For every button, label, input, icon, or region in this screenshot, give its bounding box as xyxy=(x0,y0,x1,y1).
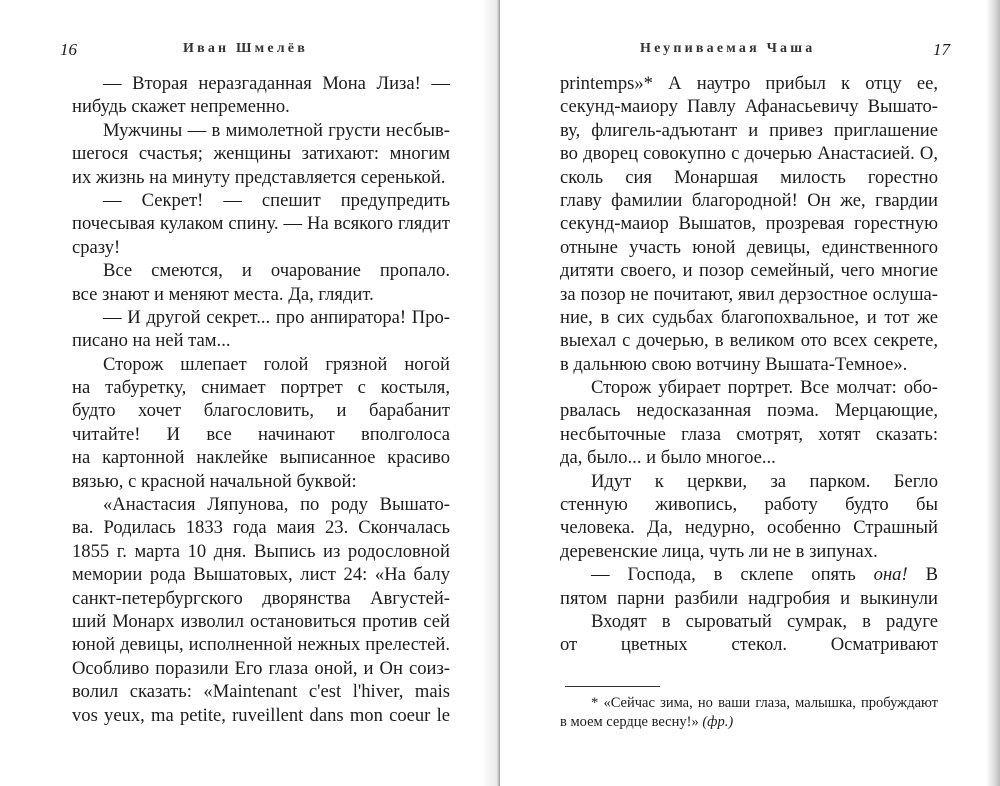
right-page xyxy=(500,0,1000,786)
page-number-left: 16 xyxy=(60,40,77,59)
line-text: ву, флигель-адъютант и привез приглашение xyxy=(560,119,938,141)
line-text: все знают и меняют места. Да, глядит. xyxy=(72,283,374,305)
text-line xyxy=(560,587,938,610)
line-text: юной девицы, исполненной нежных прелестей. xyxy=(72,634,450,656)
line-text: мемории рода Вышатовых, лист 24: «На балу xyxy=(72,564,450,586)
italic-text: она! xyxy=(873,564,908,586)
line-text: секунд-маиору Павлу Афанасьевичу Вышато- xyxy=(560,96,938,118)
text-line xyxy=(72,446,450,469)
line-text: стенную живопись, работу будто бы xyxy=(560,494,938,516)
line-text: в моем сердце весну!» xyxy=(560,714,703,730)
italic-text: (фр.) xyxy=(702,714,734,730)
text-line xyxy=(72,189,450,212)
line-text: волил сказать: «Maintenant c'est l'hiver, mais xyxy=(72,681,450,703)
text-line xyxy=(72,166,450,189)
text-line xyxy=(72,493,450,516)
line-text: — Вторая неразгаданная Мона Лиза! — xyxy=(103,73,450,94)
text-line xyxy=(560,353,938,376)
text-line xyxy=(560,72,938,95)
text-line xyxy=(560,166,938,189)
text-line xyxy=(560,212,938,235)
line-text: секунд-маиор Вышатов, прозревая горестную xyxy=(560,213,938,235)
text-line xyxy=(72,633,450,656)
line-text: Особливо поразили Его глаза оной, и Он соиз- xyxy=(72,657,450,679)
text-line xyxy=(560,540,938,563)
text-line xyxy=(72,329,450,352)
line-text: в дальнюю свою вотчину Вышата-Темное». xyxy=(560,353,908,375)
text-line xyxy=(560,446,938,469)
text-line xyxy=(560,306,938,329)
line-text: vos yeux, ma petite, ruveillent dans mon coeur le xyxy=(72,704,450,726)
line-text: нибудь скажет непременно. xyxy=(72,96,290,118)
text-line xyxy=(72,353,450,376)
line-text: — Секрет! — спешит предупредить xyxy=(103,189,450,211)
line-text: ший Монарх изволил остановиться против сей xyxy=(72,610,450,632)
text-line xyxy=(72,306,450,329)
line-text: их жизнь на минуту представляется серенькой. xyxy=(72,166,446,188)
text-line xyxy=(560,329,938,352)
text-line xyxy=(72,470,450,493)
text-line xyxy=(560,399,938,422)
page-edge-shadow xyxy=(986,0,1000,786)
text-line xyxy=(72,704,450,727)
line-text: printemps»* А наутро прибыл к отцу ее, xyxy=(560,73,938,94)
line-text: Входят в сыроватый сумрак, в радуге xyxy=(591,610,938,632)
text-line xyxy=(560,470,938,493)
line-text: Сторож убирает портрет. Все молчат: обо- xyxy=(591,377,938,399)
page-number-right: 17 xyxy=(933,40,950,59)
line-text: ние, в сих судьбах благопохвальное, и тот же xyxy=(560,306,938,328)
line-text: 1855 г. марта 10 дня. Выпись из родословной xyxy=(72,540,450,562)
line-text: будто хочет благословить, и барабанит xyxy=(72,400,450,422)
text-line xyxy=(560,259,938,282)
text-line xyxy=(72,587,450,610)
text-line xyxy=(560,694,938,713)
text-line xyxy=(560,493,938,516)
text-line xyxy=(72,563,450,586)
line-text: выехал с дочерью, в великом ото всех секрете, xyxy=(560,330,938,352)
text-line xyxy=(72,283,450,306)
text-line xyxy=(560,142,938,165)
text-line xyxy=(72,72,450,95)
text-line xyxy=(560,95,938,118)
text-line xyxy=(72,399,450,422)
text-line xyxy=(560,189,938,212)
line-text: сколь сия Монаршая милость горестно xyxy=(560,166,938,188)
text-line xyxy=(72,212,450,235)
text-line xyxy=(560,236,938,259)
line-text: да, было... и было многое... xyxy=(560,447,776,469)
text-line xyxy=(560,119,938,142)
line-text: отныне участь юной девицы, единственного xyxy=(560,236,938,258)
line-text: главу фамилии благородной! Он же, гвардии xyxy=(560,189,938,211)
text-line xyxy=(560,563,938,586)
text-line xyxy=(560,376,938,399)
text-line xyxy=(72,610,450,633)
line-text: рвалась недосказанная поэма. Мерцающие, xyxy=(560,400,938,422)
line-text: Мужчины — в мимолетной грусти несбыв- xyxy=(103,119,450,141)
line-text: писано на ней там... xyxy=(72,330,231,352)
line-text: санкт-петербургского дворянства Августей- xyxy=(72,587,450,609)
text-line xyxy=(72,657,450,680)
text-line xyxy=(560,633,938,656)
line-text: во дворец совокупно с дочерью Анастасией. О, xyxy=(560,143,938,165)
line-text: — Господа, в склепе опять xyxy=(591,564,874,586)
line-text: Все смеются, и очарование пропало. xyxy=(103,260,450,282)
text-line xyxy=(72,259,450,282)
line-text: Идут к церкви, за парком. Бегло xyxy=(591,470,938,492)
text-line xyxy=(560,423,938,446)
line-text: пятом парни разбили надгробия и выкинули xyxy=(560,587,938,609)
running-head-author: Иван Шмелёв xyxy=(183,41,308,56)
line-text: В xyxy=(925,564,938,586)
line-text: почесывая кулаком спину. — На всякого глядит xyxy=(72,213,450,235)
footnote xyxy=(560,694,938,732)
line-text: человека. Да, недурно, особенно Страшный xyxy=(560,517,938,539)
line-text: несбыточные глаза смотрят, хотят сказать: xyxy=(560,423,938,445)
right-page-body xyxy=(560,72,938,657)
left-page-body xyxy=(72,72,450,727)
line-text: сразу! xyxy=(72,236,121,258)
running-head-title: Неупиваемая Чаша xyxy=(640,41,816,56)
text-line xyxy=(560,283,938,306)
line-text: дитяти своего, и позор семейный, чего многие xyxy=(560,260,938,282)
text-line xyxy=(72,540,450,563)
line-text: от цветных стекол. Осматривают xyxy=(560,634,938,656)
text-line xyxy=(72,423,450,446)
text-line xyxy=(72,680,450,703)
line-text: ва. Родилась 1833 года маия 23. Скончалась xyxy=(72,517,450,539)
line-text: деревенские лица, чуть ли не в зипунах. xyxy=(560,540,878,562)
text-line xyxy=(72,376,450,399)
text-line xyxy=(72,516,450,539)
line-text: на картонной наклейке выписанное красиво xyxy=(72,447,450,469)
line-text: за позор не почитают, явил дерзостное ослуша- xyxy=(560,283,938,305)
text-line xyxy=(560,610,938,633)
line-text: «Анастасия Ляпунова, по роду Вышато- xyxy=(103,494,450,516)
text-line xyxy=(560,516,938,539)
line-text: * «Сейчас зима, но ваши глаза, малышка, пробуждают xyxy=(591,695,938,711)
line-text: вязью, с красной начальной буквой: xyxy=(72,470,357,492)
text-line xyxy=(72,236,450,259)
footnote-rule xyxy=(565,686,660,687)
line-text: шегося счастья; женщины затихают: многим xyxy=(72,143,450,165)
text-line xyxy=(72,119,450,142)
line-text: читайте! И все начинают вполголоса xyxy=(72,423,450,445)
text-line xyxy=(72,142,450,165)
line-text: Сторож шлепает голой грязной ногой xyxy=(103,353,450,375)
line-text: — И другой секрет... про анпиратора! Про- xyxy=(103,306,450,328)
line-text: на табуретку, снимает портрет с костыля, xyxy=(72,377,450,399)
text-line xyxy=(72,95,450,118)
text-line xyxy=(560,713,938,732)
